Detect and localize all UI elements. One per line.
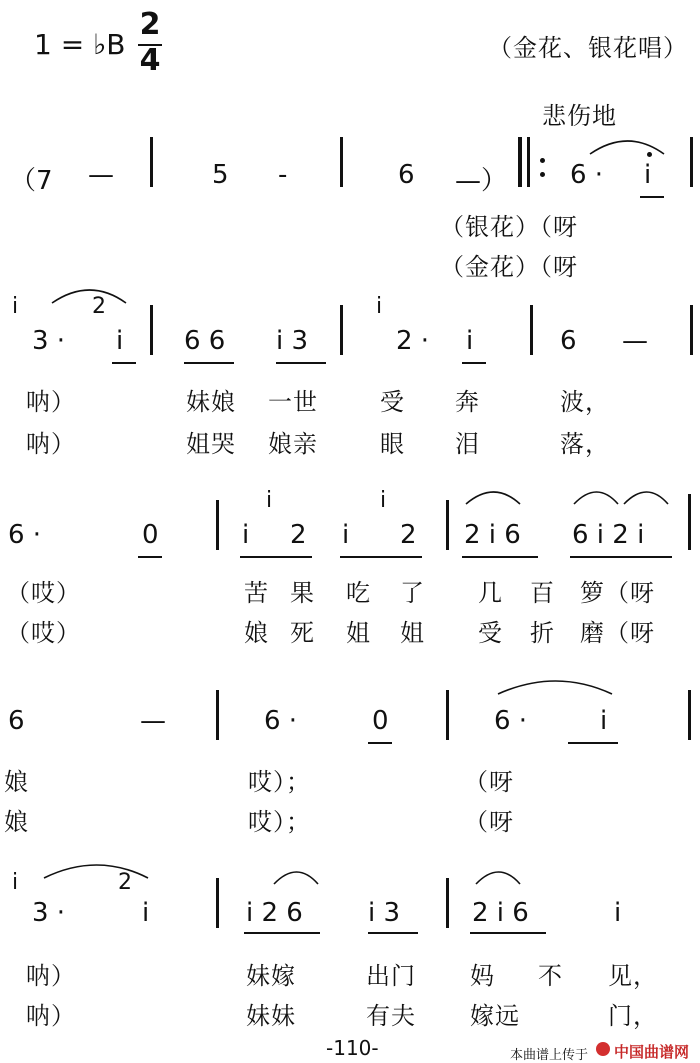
slur xyxy=(572,486,622,506)
lyric: 妹嫁 xyxy=(246,962,296,990)
note: i 2 6 xyxy=(246,898,303,928)
lyric: 妈 xyxy=(470,962,495,990)
repeat-barline-thick xyxy=(518,137,522,187)
repeat-barline-thin xyxy=(527,137,530,187)
note: 6 xyxy=(398,160,415,190)
underline-beam xyxy=(462,556,538,558)
lyric: 妹妹 xyxy=(246,1002,296,1030)
lyric: 几 xyxy=(478,579,503,607)
slur xyxy=(474,866,524,886)
note: 2 i 6 xyxy=(472,898,529,928)
barline xyxy=(446,500,449,550)
lyric: 呐） xyxy=(26,388,76,416)
note: i xyxy=(466,326,474,356)
note: i xyxy=(142,898,150,928)
lyric: 眼 xyxy=(380,430,405,458)
underline-beam xyxy=(368,742,392,744)
lyric: 箩（呀 xyxy=(580,579,655,607)
note: i xyxy=(644,160,652,190)
lyric: 不 xyxy=(538,962,563,990)
slur xyxy=(622,486,672,506)
note: 2 · xyxy=(396,326,430,356)
watermark-text: 本曲谱上传于 xyxy=(510,1048,589,1063)
barline xyxy=(690,305,693,355)
barline xyxy=(150,305,153,355)
barline xyxy=(446,690,449,740)
barline xyxy=(216,878,219,928)
slur xyxy=(464,486,524,506)
note: i xyxy=(342,520,350,550)
lyric: 苦 xyxy=(244,579,269,607)
barline xyxy=(216,500,219,550)
note: i 3 xyxy=(276,326,309,356)
note: 6 · xyxy=(570,160,604,190)
lyric: 受 xyxy=(478,619,503,647)
barline xyxy=(340,137,343,187)
underline-beam xyxy=(240,556,312,558)
underline-beam xyxy=(112,362,136,364)
underline-beam xyxy=(276,362,326,364)
repeat-dot xyxy=(540,172,545,177)
barline xyxy=(688,690,691,740)
dash: — xyxy=(140,706,166,736)
lyric: 有夫 xyxy=(366,1002,416,1030)
underline-beam xyxy=(340,556,422,558)
note: 0 xyxy=(142,520,159,550)
lyric: 哎）； xyxy=(248,808,311,836)
time-signature-top: 2 xyxy=(139,7,161,42)
lyric: 吃 xyxy=(346,579,371,607)
lyric: 哎）； xyxy=(248,768,311,796)
barline xyxy=(690,137,693,187)
lyric: 姐哭 xyxy=(186,430,236,458)
lyric: 磨（呀 xyxy=(580,619,655,647)
lyric: 门， xyxy=(608,1002,658,1030)
dash: - xyxy=(278,160,288,190)
note: i xyxy=(116,326,124,356)
underline-beam xyxy=(570,556,672,558)
lyric: 娘 xyxy=(4,768,29,796)
note: 3 · xyxy=(32,326,66,356)
note: 0 xyxy=(372,706,389,736)
slur xyxy=(496,676,616,696)
lyric: 了 xyxy=(400,579,425,607)
underline-beam xyxy=(470,932,546,934)
note: 6 6 xyxy=(184,326,226,356)
lyric: （哎） xyxy=(6,579,81,607)
page-number: -110- xyxy=(326,1036,379,1060)
barline xyxy=(446,878,449,928)
lyric: 果 xyxy=(290,579,315,607)
note: 6 · xyxy=(8,520,42,550)
underline-beam xyxy=(462,362,486,364)
note: 2 xyxy=(400,520,417,550)
lyric: 呐） xyxy=(26,962,76,990)
note: i xyxy=(614,898,622,928)
grace-note: 2 xyxy=(92,294,106,319)
note: 6 · xyxy=(264,706,298,736)
note: 2 i 6 xyxy=(464,520,521,550)
lyric: 出门 xyxy=(366,962,416,990)
note: 3 · xyxy=(32,898,66,928)
lyric-line-2: （金花）（呀 xyxy=(440,253,578,281)
lyric: （呀 xyxy=(464,768,514,796)
singers-credit: （金花、银花唱） xyxy=(488,34,688,62)
note: 2 xyxy=(290,520,307,550)
lyric: 百 xyxy=(530,579,555,607)
lyric: 嫁远 xyxy=(470,1002,520,1030)
lyric: 娘亲 xyxy=(268,430,318,458)
time-signature-bottom: 4 xyxy=(139,43,161,78)
note: （7 xyxy=(10,166,53,196)
lyric: 姐 xyxy=(346,619,371,647)
grace-note: i xyxy=(12,870,19,895)
slur xyxy=(588,136,668,156)
barline xyxy=(340,305,343,355)
lyric-line-1: （银花）（呀 xyxy=(440,213,578,241)
lyric: 妹娘 xyxy=(186,388,236,416)
grace-note: i xyxy=(266,488,273,513)
dash: —） xyxy=(455,166,508,196)
lyric: 娘 xyxy=(4,808,29,836)
note: 6 xyxy=(560,326,577,356)
grace-note: i xyxy=(12,294,19,319)
lyric: （呀 xyxy=(464,808,514,836)
lyric: 落， xyxy=(560,430,610,458)
barline xyxy=(688,494,691,550)
lyric: 波， xyxy=(560,388,610,416)
barline xyxy=(530,305,533,355)
site-logo-icon xyxy=(596,1042,610,1056)
lyric: 姐 xyxy=(400,619,425,647)
underline-beam xyxy=(368,932,418,934)
underline-beam xyxy=(184,362,234,364)
underline-beam xyxy=(640,196,664,198)
barline xyxy=(150,137,153,187)
note: 6 · xyxy=(494,706,528,736)
grace-note: i xyxy=(376,294,383,319)
lyric: 泪 xyxy=(455,430,480,458)
underline-beam xyxy=(138,556,162,558)
lyric: （哎） xyxy=(6,619,81,647)
tempo-marking: 悲伤地 xyxy=(542,102,617,130)
key-signature: 1 = ♭B xyxy=(34,28,126,61)
dash: — xyxy=(88,160,114,190)
note: i xyxy=(242,520,250,550)
lyric: 折 xyxy=(530,619,555,647)
lyric: 见， xyxy=(608,962,658,990)
lyric: 死 xyxy=(290,619,315,647)
underline-beam xyxy=(244,932,320,934)
lyric: 娘 xyxy=(244,619,269,647)
note: i 3 xyxy=(368,898,401,928)
note: 5 xyxy=(212,160,229,190)
note: 6 i 2 i xyxy=(572,520,645,550)
lyric: 呐） xyxy=(26,430,76,458)
repeat-dot xyxy=(540,158,545,163)
lyric: 受 xyxy=(380,388,405,416)
grace-note: 2 xyxy=(118,870,132,895)
slur xyxy=(272,866,322,886)
underline-beam xyxy=(568,742,618,744)
slur xyxy=(42,860,152,880)
slur xyxy=(50,285,130,305)
lyric: 呐） xyxy=(26,1002,76,1030)
barline xyxy=(216,690,219,740)
site-logo-text: 中国曲谱网 xyxy=(614,1043,690,1061)
dash: — xyxy=(622,326,648,356)
note: 6 xyxy=(8,706,25,736)
lyric: 一世 xyxy=(268,388,318,416)
grace-note: i xyxy=(380,488,387,513)
lyric: 奔 xyxy=(455,388,480,416)
note: i xyxy=(600,706,608,736)
